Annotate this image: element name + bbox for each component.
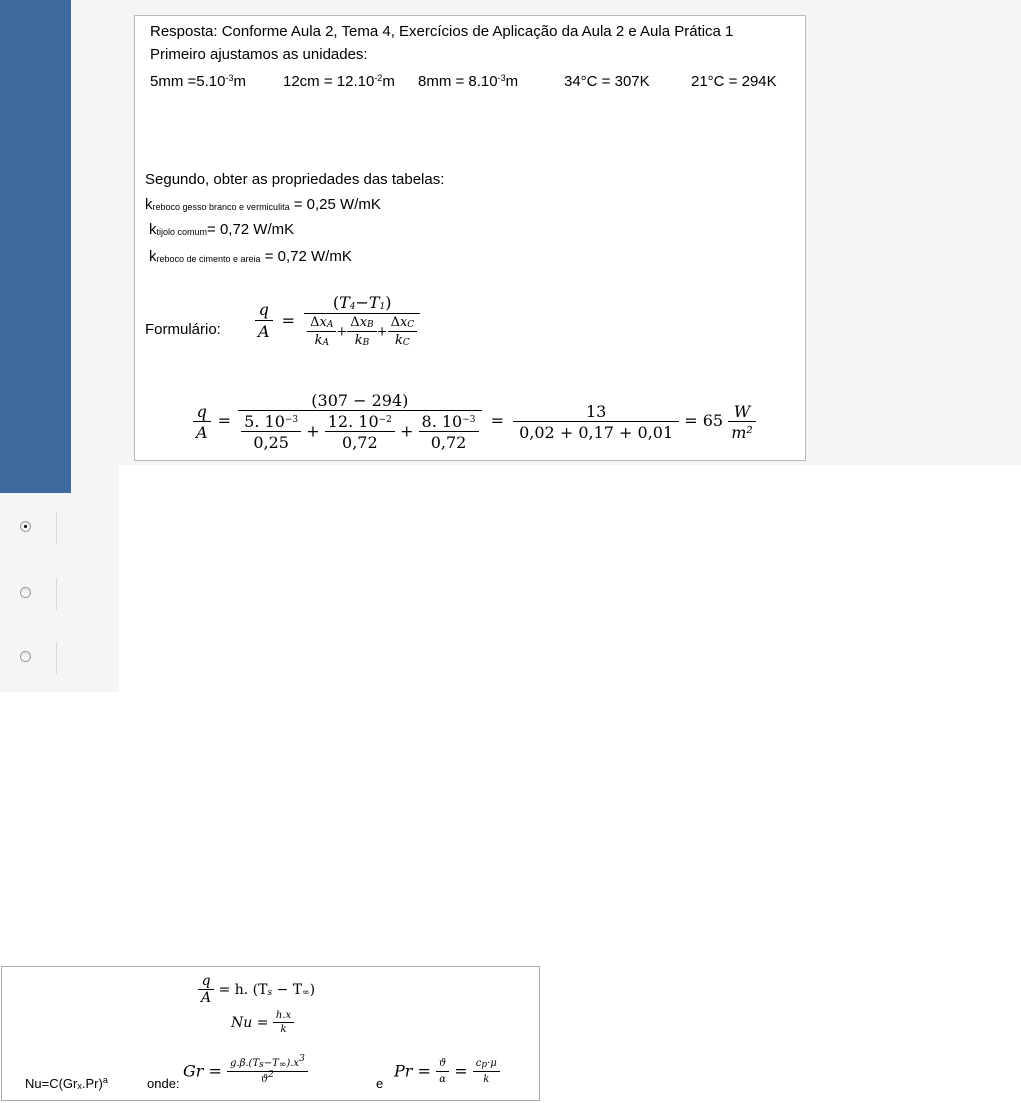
numeric-formula: $\frac{q}{A}$ = (307 − 294) $\frac{5. 10^{-3}}{0,25}$ + $\frac{12. 10^{-2}}{0,72}$ + $\frac{8. 10^{-3}}{0,72}$ = $\frac{13}{0,02 + 0,17 + 0,01}$ = 65 $\frac{W}{\text{m²}}$: [193, 391, 756, 452]
grashof-formula: Gr = $\frac{g.\beta.(T_s-T_\infty).x^3}{ϑ^2}$: [183, 1057, 308, 1087]
option-divider: [56, 512, 57, 544]
units-intro: Primeiro ajustamos as unidades:: [150, 46, 368, 63]
option-divider: [56, 642, 57, 674]
formulario-label: Formulário:: [145, 321, 221, 338]
general-formula: $\frac{q}{A}$ = $(T_4-T_1)$ $\frac{\Delta x_A}{k_A}$ + $\frac{\Delta x_B}{k_B}$ + $\frac{\Delta x_C}{k_C}$: [255, 293, 420, 349]
formula-reference-box: [1, 966, 540, 1101]
answer-box: [134, 15, 806, 461]
properties-intro: Segundo, obter as propriedades das tabelas:: [145, 171, 445, 188]
option-a[interactable]: [17, 512, 57, 544]
temperature-conversion-1: 34°C = 307K: [564, 73, 650, 90]
option-b[interactable]: [17, 578, 57, 610]
question-number-bar: [0, 0, 71, 493]
option-b-radio[interactable]: [20, 587, 31, 598]
nusselt-formula: Nu = $\frac{h.x}{k}$: [231, 1010, 294, 1036]
nusselt-correlation: $Nu=C(Gr_x.Pr)^a$: [25, 1075, 108, 1091]
option-divider: [56, 578, 57, 610]
property-k-tijolo: $k_{tijolo comum}= 0,72$ W/mK: [149, 221, 295, 238]
property-k-gesso: $k_{reboco gesso branco e vermiculita} = 0,25$ W/mK: [145, 196, 381, 213]
answer-reference: Resposta: Conforme Aula 2, Tema 4, Exercícios de Aplicação da Aula 2 e Aula Prática 1: [150, 23, 734, 40]
heat-flux-formula: $\frac{q}{A}$ = h. $(T_s - T_\infty)$: [198, 974, 315, 1006]
option-c[interactable]: [17, 642, 57, 674]
prandtl-formula: Pr = $\frac{ϑ}{\alpha}$ = $\frac{c_p\cdot\mu}{k}$: [394, 1057, 500, 1087]
option-a-radio[interactable]: [20, 521, 31, 532]
unit-conversion-1: $5mm =5.10^{-3}m$: [150, 73, 246, 90]
e-connector: e: [376, 1076, 384, 1091]
unit-conversion-2: $12cm = 12.10^{-2}m$: [283, 73, 395, 90]
unit-conversion-3: $8mm = 8.10^{-3}m$: [418, 73, 519, 90]
onde-label: onde:: [147, 1076, 180, 1091]
temperature-conversion-2: 21°C = 294K: [691, 73, 777, 90]
property-k-cimento: $k_{reboco de cimento e areia} = 0,72$ W/mK: [149, 248, 352, 265]
option-c-radio[interactable]: [20, 651, 31, 662]
